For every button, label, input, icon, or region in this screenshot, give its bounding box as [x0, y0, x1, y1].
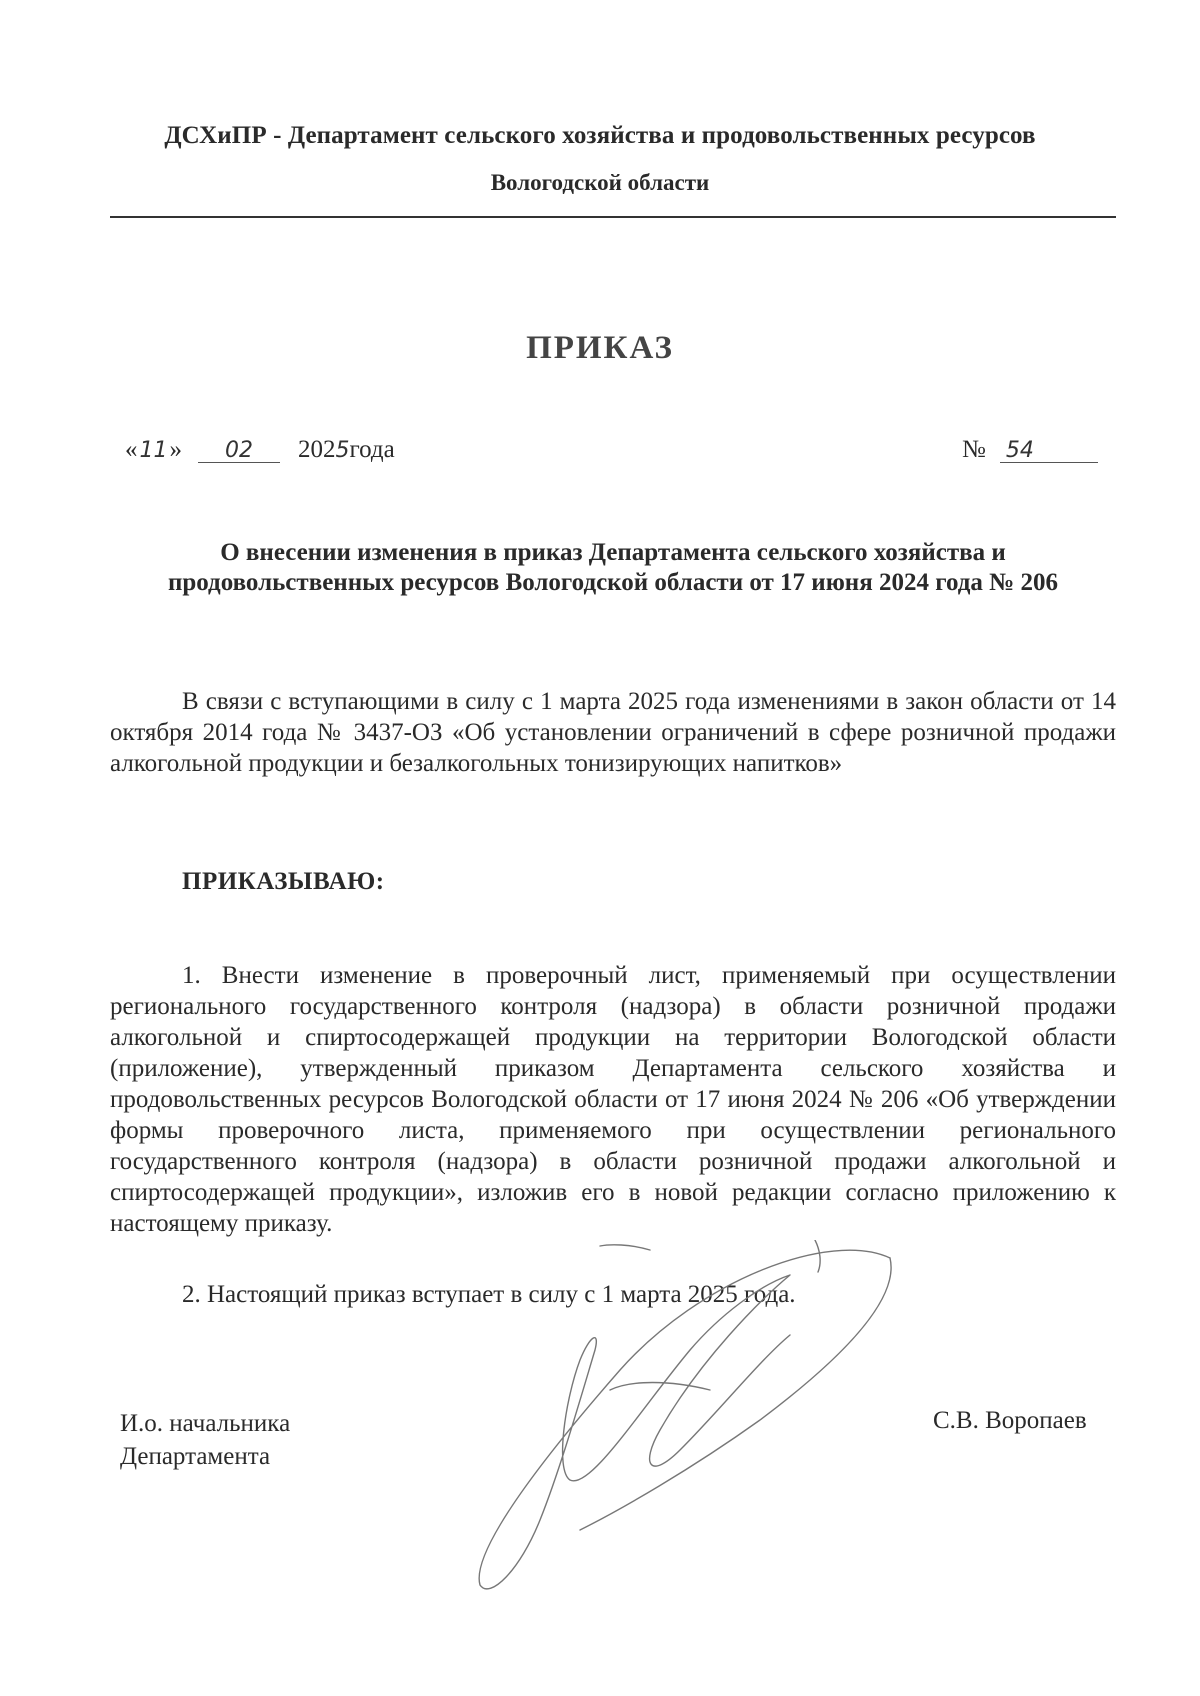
number-value: 54 — [1000, 440, 1098, 463]
date-day: 11 — [139, 438, 168, 463]
signatory-position-line1: И.о. начальника — [120, 1410, 291, 1437]
date-year-digit: 5 — [335, 438, 350, 463]
organization-region: Вологодской области — [490, 170, 710, 195]
date-suffix: года — [349, 436, 395, 463]
handwritten-signature — [460, 1240, 900, 1600]
order-directive: ПРИКАЗЫВАЮ: — [182, 868, 385, 895]
date-year-prefix: 202 — [298, 436, 336, 463]
date-month: 02 — [198, 440, 280, 463]
order-item-1: 1. Внести изменение в проверочный лист, применяемый при осуществлении регионального государственного контроля (надзора) в области розничной продажи алкогольной и спиртосодержащей продукции на территории Вологодской области (приложение), утвержденный приказом Департамента сельского хозяйства и продовольственных ресурсов Вологодской области от 17 июня 2024 № 206 «Об утверждении формы проверочного листа, применяемого при осуществлении регионального государственного контроля (надзора) в области розничной продажи алкогольной и спиртосодержащей продукции», изложив его в новой редакции согласно приложению к настоящему приказу. — [110, 962, 1116, 1237]
signatory-position — [120, 1407, 290, 1473]
organization-name: ДСХиПР - Департамент сельского хозяйства и продовольственных ресурсов — [164, 122, 1036, 149]
order-number — [962, 436, 1098, 464]
signatory-position-line2: Департамента — [120, 1443, 271, 1470]
order-item-2: 2. Настоящий приказ вступает в силу с 1 марта 2025 года. — [182, 1281, 796, 1308]
order-subject: О внесении изменения в приказ Департамента сельского хозяйства и продовольственных ресурсов Вологодской области от 17 июня 2024 года № 206 — [167, 539, 1059, 596]
preamble-paragraph: В связи с вступающими в силу с 1 марта 2025 года изменениями в закон области от 14 октября 2014 года № 3437-ОЗ «Об установлении ограничений в сфере розничной продажи алкогольной продукции и безалкогольных тонизирующих напитков» — [110, 688, 1116, 777]
date-close-quote: » — [169, 436, 182, 463]
document-title: ПРИКАЗ — [526, 330, 674, 366]
date-open-quote: « — [125, 436, 138, 463]
header-divider — [110, 216, 1116, 218]
number-label: № — [962, 436, 986, 463]
order-date — [125, 436, 395, 464]
signatory-name: С.В. Воропаев — [933, 1407, 1087, 1434]
